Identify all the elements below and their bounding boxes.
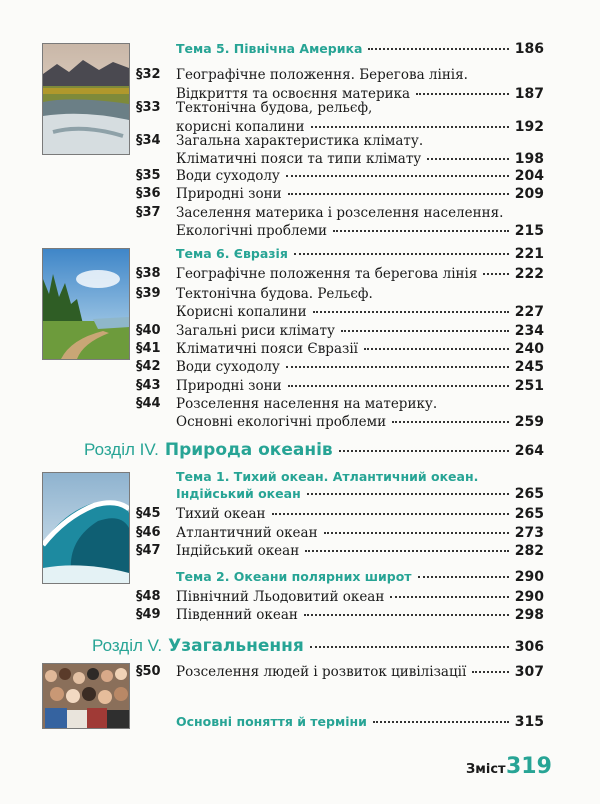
section-4-label: Розділ IV.	[84, 440, 159, 459]
topic-5-title: Тема 5. Північна Америка	[176, 41, 363, 56]
topic-2-title: Тема 2. Океани полярних широт	[176, 569, 412, 584]
topic-6-page: 221	[514, 246, 544, 262]
paragraph-43-row[interactable]: Природні зони 251	[176, 378, 544, 394]
paragraph-44-line1[interactable]: Розселення населення на материку.	[176, 396, 438, 412]
dot-leader	[368, 48, 508, 50]
paragraph-34-line1[interactable]: Загальна характеристика клімату.	[176, 133, 424, 149]
paragraph-37-line1[interactable]: Заселення материка і розселення населення.	[176, 205, 504, 221]
paragraph-46-row[interactable]: Атлантичний океан 273	[176, 525, 544, 541]
topic-6-row[interactable]	[176, 246, 544, 262]
paragraph-37-row[interactable]: Екологічні проблеми 215	[176, 223, 544, 239]
paragraph-42-row[interactable]: Води суходолу 245	[176, 359, 544, 375]
paragraph-50-row[interactable]: Розселення людей і розвиток цивілізації 307	[176, 664, 544, 680]
paragraph-49-number: §49	[136, 607, 161, 622]
crowd-people-image	[42, 663, 130, 729]
paragraph-49-row[interactable]: Південний океан 298	[176, 607, 544, 623]
section-4-row[interactable]	[84, 440, 544, 460]
paragraph-39-row[interactable]: Корисні копалини 227	[176, 304, 544, 320]
paragraph-32-row[interactable]: Відкриття та освоєння материка 187	[176, 86, 544, 102]
paragraph-38-number: §38	[136, 266, 161, 281]
paragraph-35-number: §35	[136, 168, 161, 183]
paragraph-48-row[interactable]: Північний Льодовитий океан 290	[176, 589, 544, 605]
paragraph-41-row[interactable]: Кліматичні пояси Євразії 240	[176, 341, 544, 357]
section-5-label: Розділ V.	[92, 636, 163, 655]
paragraph-47-row[interactable]: Індійський океан 282	[176, 543, 544, 559]
paragraph-34-number: §34	[136, 133, 161, 148]
paragraph-45-row[interactable]: Тихий океан 265	[176, 506, 544, 522]
paragraph-37-number: §37	[136, 205, 161, 220]
paragraph-44-number: §44	[136, 396, 161, 411]
topic-1-title-line1[interactable]: Тема 1. Тихий океан. Атлантичний океан.	[176, 469, 479, 484]
paragraph-50-number: §50	[136, 664, 161, 679]
section-5-title: Узагальнення	[168, 636, 304, 656]
topic-1-page: 265	[514, 486, 544, 502]
paragraph-32-number: §32	[136, 67, 161, 82]
paragraph-44-row[interactable]: Основні екологічні проблеми 259	[176, 414, 544, 430]
paragraph-33-row[interactable]: корисні копалини 192	[176, 119, 544, 135]
glossary-row[interactable]	[176, 714, 544, 730]
paragraph-38-row[interactable]: Географічне положення та берегова лінія 222	[176, 266, 544, 282]
footer-page-number: 319	[506, 754, 552, 779]
paragraph-40-row[interactable]: Загальні риси клімату 234	[176, 323, 544, 339]
topic-1-title-line2: Індійський океан	[176, 486, 301, 501]
paragraph-35-row[interactable]: Води суходолу 204	[176, 168, 544, 184]
paragraph-46-number: §46	[136, 525, 161, 540]
paragraph-39-line1[interactable]: Тектонічна будова. Рельєф.	[176, 286, 373, 302]
paragraph-36-row[interactable]: Природні зони 209	[176, 186, 544, 202]
paragraph-33-line1[interactable]: Тектонічна будова, рельєф,	[176, 100, 373, 116]
footer-contents-label: Зміст	[466, 762, 506, 777]
paragraph-34-row[interactable]: Кліматичні пояси та типи клімату 198	[176, 151, 544, 167]
section-5-page: 306	[514, 639, 544, 655]
paragraph-33-number: §33	[136, 100, 161, 115]
paragraph-32-line1[interactable]: Географічне положення. Берегова лінія.	[176, 67, 468, 83]
paragraph-45-number: §45	[136, 506, 161, 521]
section-5-row[interactable]	[92, 636, 544, 656]
glossary-page: 315	[514, 714, 544, 730]
paragraph-42-number: §42	[136, 359, 161, 374]
topic-1-row[interactable]	[176, 486, 544, 502]
north-america-landscape-image	[42, 43, 130, 155]
paragraph-36-number: §36	[136, 186, 161, 201]
paragraph-43-number: §43	[136, 378, 161, 393]
paragraph-41-number: §41	[136, 341, 161, 356]
topic-5-page: 186	[514, 41, 544, 57]
topic-2-row[interactable]	[176, 569, 544, 585]
topic-2-page: 290	[514, 569, 544, 585]
section-4-page: 264	[514, 443, 544, 459]
glossary-title: Основні поняття й терміни	[176, 714, 367, 729]
paragraph-40-number: §40	[136, 323, 161, 338]
paragraph-48-number: §48	[136, 589, 161, 604]
topic-5-row[interactable]	[176, 41, 544, 57]
paragraph-39-number: §39	[136, 286, 161, 301]
ocean-wave-image	[42, 472, 130, 584]
eurasia-landscape-image	[42, 248, 130, 360]
section-4-title: Природа океанів	[164, 440, 333, 460]
paragraph-47-number: §47	[136, 543, 161, 558]
topic-6-title: Тема 6. Євразія	[176, 246, 288, 261]
